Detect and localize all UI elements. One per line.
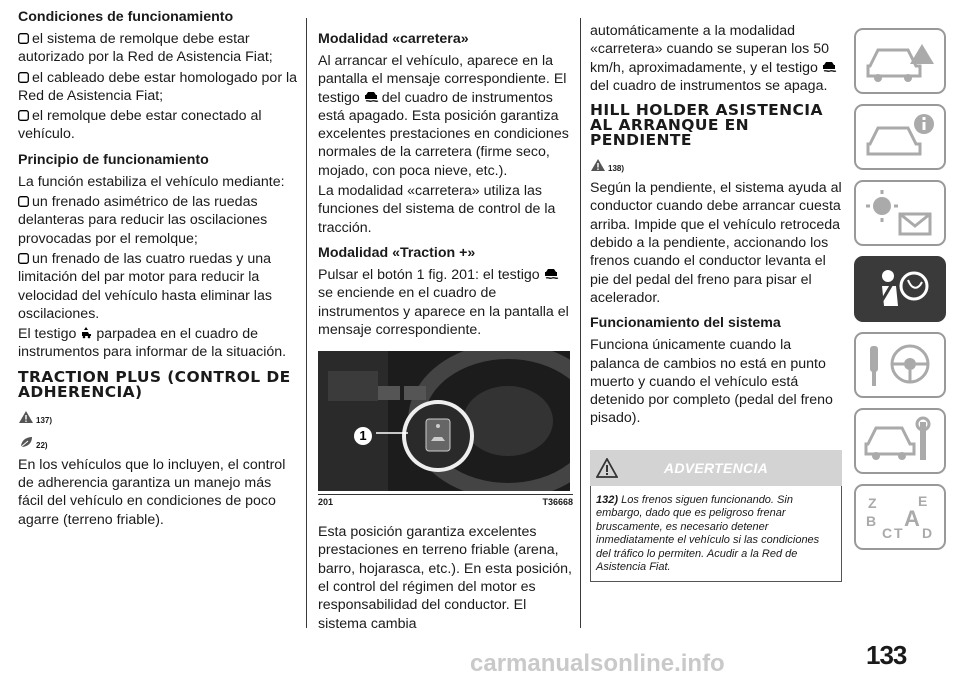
warning-triangle-icon [596,458,618,478]
bullet-4: un frenado asimétrico de las ruedas delanteras para reducir las oscilaciones provocadas por el remolque; [18,194,268,247]
heading-operating-conditions: Condiciones de funcionamiento [18,9,234,25]
index-letter: Z [868,495,877,511]
warning-box [590,450,842,582]
bullet-1: el sistema de remolque debe estar autorizado por la Red de Asistencia Fiat; [18,31,273,66]
traction-warning-icon [544,267,559,280]
figure-caption [318,494,573,507]
section-title-hill-holder: HILL HOLDER ASISTENCIA AL ARRANQUE EN PENDIENTE [590,101,823,150]
bullet-square-icon [18,253,29,264]
figure-callout-1: 1 [354,427,372,445]
paragraph-traction-1: Pulsar el botón 1 fig. 201: el testigo se enciende en el cuadro de instrumentos y aparece en la pantalla el mensaje correspondiente. [318,266,569,338]
trailer-warning-icon [80,326,93,339]
bullet-3: el remolque debe estar conectado al vehículo. [18,108,262,143]
watermark: carmanualsonline.info [470,650,725,677]
warning-title: ADVERTENCIA [663,459,769,476]
column-2 [318,8,573,635]
bullet-square-icon [18,72,29,83]
index-letter: A [904,506,920,531]
paragraph-2: El testigo parpadea en el cuadro de instrumentos para informar de la situación. [18,326,287,361]
tab-car-info[interactable] [854,104,946,170]
heading-system-operation: Funcionamiento del sistema [590,315,781,332]
tab-car-service[interactable] [854,408,946,474]
car-info-icon [864,112,936,162]
traction-warning-icon [364,90,379,103]
bullet-square-icon [18,33,29,44]
dashboard-photo [318,351,570,491]
heading-principle: Principio de funcionamiento [18,151,209,168]
tab-car-warning[interactable] [854,28,946,94]
bullet-square-icon [18,110,29,121]
paragraph-road-2: La modalidad «carretera» utiliza las funciones del sistema de control de la tracción. [318,183,556,236]
car-warning-icon [864,36,936,86]
paragraph-auto-switch: automáticamente a la modalidad «carretera» cuando se superan los 50 km/h, aproximadamente, y el testigo del cuadro de instrumentos se apaga. [590,22,842,95]
dashboard-lights-icon [864,188,936,238]
paragraph-traction-2: Esta posición garantiza excelentes prestaciones en terreno friable (arena, barro, hojarasca, etc.). En esta posición, el control del régimen del motor es responsabilidad del conductor. El sistema cambia [318,524,572,632]
paragraph-system-operation: Funciona únicamente cuando la palanca de cambios no está en punto muerto y cuando el vehículo está detenido por completo (pedal del freno pisado). [590,337,833,427]
index-letters-icon [864,492,936,542]
figure-code: T36668 [542,497,573,508]
paragraph-hill-holder: Según la pendiente, el sistema ayuda al conductor cuando debe arrancar cuesta arriba. Impide que el vehículo retroceda debido a la pendiente, accionando los frenos cuando el conductor levanta el pie del pedal del freno para pisar el acelerador. [590,180,842,306]
warning-box-header [590,450,842,486]
figure-number: 201 [318,497,334,508]
column-divider [306,18,307,628]
paragraph-road-1: Al arrancar el vehículo, aparece en la pantalla el mensaje correspondiente. El testigo del cuadro de instrumentos está apagado. Esta posición garantiza excelentes prestaciones en condiciones normales de la carretera (firme seco, mojado, con poca nieve, etc.). [318,53,569,179]
environment-icon [18,435,34,449]
bullet-2: el cableado debe estar homologado por la Red de Asistencia Fiat; [18,69,298,104]
index-letter: E [918,493,928,509]
tab-safety[interactable] [854,256,946,322]
safety-icon [864,264,936,314]
index-letter: D [922,525,933,541]
warning-ref-137: 137) [18,410,52,425]
index-letter: B [866,513,877,529]
index-letter: C [882,525,893,541]
tab-key-steering[interactable] [854,332,946,398]
warning-ref-22: 22) [18,435,48,450]
column-1 [18,8,298,531]
chapter-tabs [854,28,946,560]
column-3 [590,8,842,582]
warning-triangle-icon [590,158,606,172]
heading-road-mode: Modalidad «carretera» [318,31,469,47]
warning-body: 132) Los frenos siguen funcionando. Sin embargo, dado que es peligroso frenar bruscamente, es necesario detener inmediatamente el vehículo si las condiciones del tráfico lo permiten. Acudir a la Red de Asistencia Fiat. [590,486,842,582]
bullet-square-icon [18,196,29,207]
tab-index[interactable] [854,484,946,550]
key-steering-icon [864,340,936,390]
car-service-icon [864,416,936,466]
heading-traction-mode: Modalidad «Traction +» [318,244,476,261]
column-divider [580,18,581,628]
paragraph-3: En los vehículos que lo incluyen, el control de adherencia garantiza un manejo más fácil del vehículo en condiciones de poco agarre (terreno friable). [18,456,286,528]
traction-warning-icon [822,60,837,73]
page-number: 133 [866,640,907,670]
index-letter: T [894,525,903,541]
warning-triangle-icon [18,410,34,424]
figure-201-photo [318,351,570,491]
tab-dashboard-lights[interactable] [854,180,946,246]
section-title-traction-plus: TRACTION PLUS (CONTROL DE ADHERENCIA) [18,367,291,401]
paragraph-1: La función estabiliza el vehículo mediante: [18,173,285,190]
bullet-5: un frenado de las cuatro ruedas y una limitación del par motor para reducir la velocidad del vehículo hasta eliminar las oscilaciones. [18,250,272,322]
warning-ref-138: 138) [590,158,624,173]
